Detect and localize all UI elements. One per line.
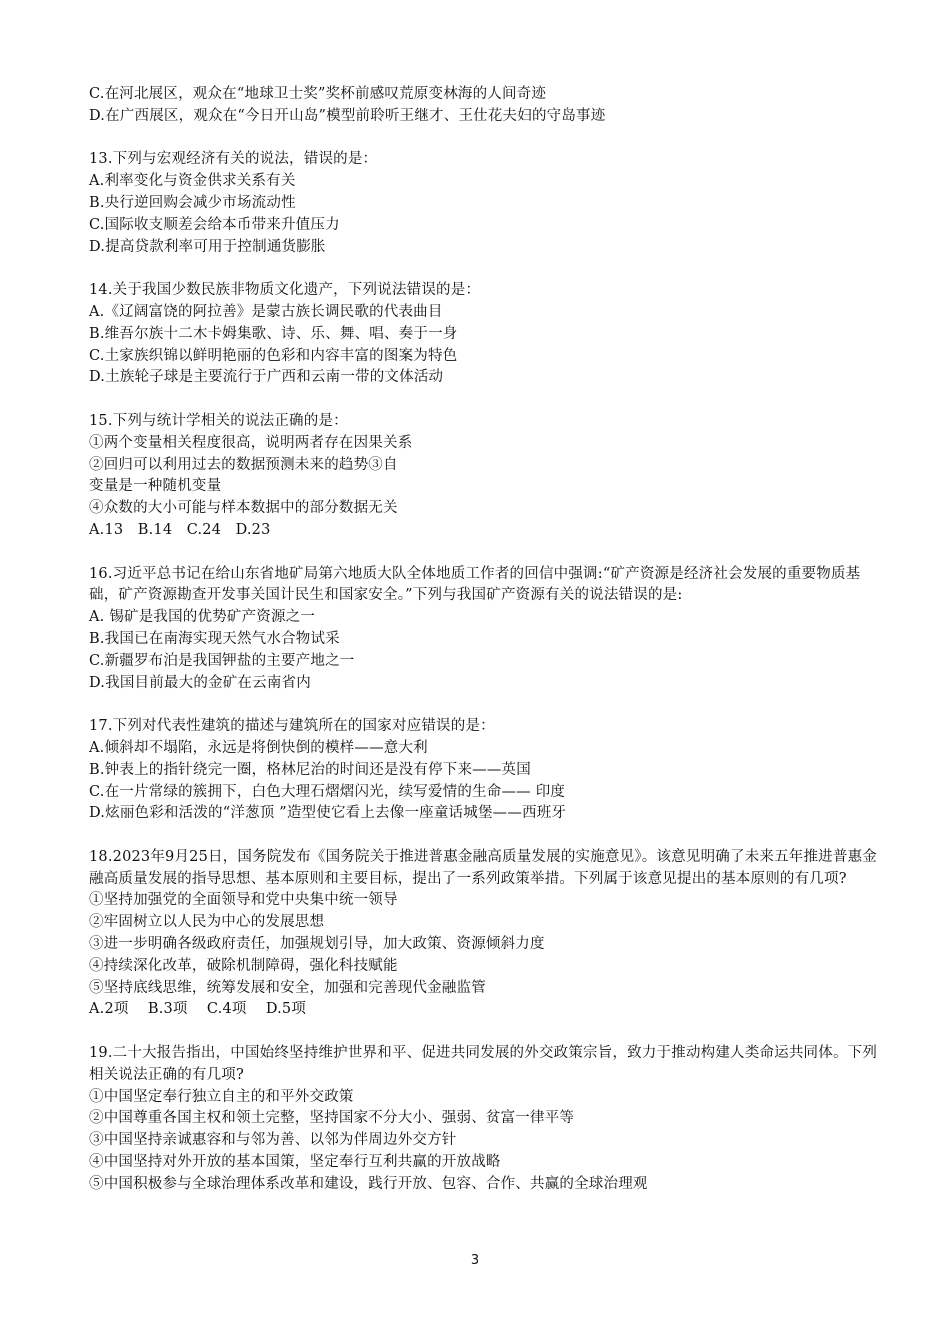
spacer xyxy=(89,389,884,411)
q18-statement-2: ②牢固树立以人民为中心的发展思想 xyxy=(89,914,325,931)
q17-option-d: D.炫丽色彩和活泼的“洋葱顶 ”造型使它看上去像一座童话城堡——西班牙 xyxy=(89,805,567,822)
q19-statement-2: ②中国尊重各国主权和领土完整，坚持国家不分大小、强弱、贫富一律平等 xyxy=(89,1110,575,1127)
q19-stem: 19.二十大报告指出，中国始终坚持维护世界和平、促进共同发展的外交政策宗旨，致力于推动构建人类命运共同体。下列相关说法正确的有几项? xyxy=(89,1045,878,1083)
q13-option-a: A.利率变化与资金供求关系有关 xyxy=(89,173,296,190)
q18-statement-4: ④持续深化改革，破除机制障碍，强化科技赋能 xyxy=(89,957,398,974)
q16-option-c: C.新疆罗布泊是我国钾盐的主要产地之一 xyxy=(89,652,355,669)
q16-option-b: B.我国已在南海实现天然气水合物试采 xyxy=(89,630,340,647)
q14-option-a: A.《辽阔富饶的阿拉善》是蒙古族长调民歌的代表曲目 xyxy=(89,303,443,320)
q15-stem: 15.下列与统计学相关的说法正确的是： xyxy=(89,412,348,429)
q14-option-d: D.土族轮子球是主要流行于广西和云南一带的文体活动 xyxy=(89,369,444,386)
q12-option-c: C.在河北展区，观众在“地球卫士奖”奖杯前感叹荒原变林海的人间奇迹 xyxy=(89,86,547,102)
q18-statement-1: ①坚持加强党的全面领导和党中央集中统一领导 xyxy=(89,892,398,909)
exam-page-content xyxy=(89,84,884,1196)
page-number: 3 xyxy=(470,1253,480,1268)
q13-option-b: B.央行逆回购会减少市场流动性 xyxy=(89,194,296,211)
q19-statement-5: ⑤中国积极参与全球治理体系改革和建设，践行开放、包容、合作、共赢的全球治理观 xyxy=(89,1175,648,1192)
q17-option-a: A.倾斜却不塌陷，永远是将倒快倒的模样——意大利 xyxy=(89,739,428,756)
q18-stem: 18.2023年9月25日，国务院发布《国务院关于推进普惠金融高质量发展的实施意见》。该意见明确了未来五年推进普惠金融高质量发展的指导思想、基本原则和主要目标，提出了一系列政策举措。下列属于该意见提出的基本原则的有几项? xyxy=(89,848,877,887)
q12-option-d: D.在广西展区，观众在“今日开山岛”模型前聆听王继才、王仕花夫妇的守岛事迹 xyxy=(89,107,606,124)
spacer xyxy=(89,258,884,280)
q16-option-d: D.我国目前最大的金矿在云南省内 xyxy=(89,674,311,691)
q18-options: A.2项 B.3项 C.4项 D.5项 xyxy=(89,1001,307,1018)
q16-option-a: A. 锡矿是我国的优势矿产资源之一 xyxy=(89,609,316,626)
q16-stem: 16.习近平总书记在给山东省地矿局第六地质大队全体地质工作者的回信中强调:“矿产资源是经济社会发展的重要物质基础，矿产资源勘查开发事关国计民生和国家安全。”下列与我国矿产资源有关的说法错误的是: xyxy=(89,565,861,604)
q14-stem: 14.关于我国少数民族非物质文化遗产，下列说法错误的是： xyxy=(89,282,481,299)
q17-option-c: C.在一片常绿的簇拥下，白色大理石熠熠闪光，续写爱情的生命—— 印度 xyxy=(89,783,566,800)
spacer xyxy=(89,128,884,150)
q14-option-b: B.维吾尔族十二木卡姆集歌、诗、乐、舞、唱、奏于一身 xyxy=(89,325,458,342)
spacer xyxy=(89,694,884,716)
spacer xyxy=(89,1021,884,1043)
q17-option-b: B.钟表上的指针绕完一圈，格林尼治的时间还是没有停下来——英国 xyxy=(89,761,531,778)
q13-stem: 13.下列与宏观经济有关的说法，错误的是： xyxy=(89,151,378,168)
q15-statement-2: ②回归可以利用过去的数据预测未来的趋势③自 xyxy=(89,456,398,473)
q18-statement-3: ③进一步明确各级政府责任，加强规划引导，加大政策、资源倾斜力度 xyxy=(89,936,545,953)
q19-statement-3: ③中国坚持亲诚惠容和与邻为善、以邻为伴周边外交方针 xyxy=(89,1132,457,1149)
q13-option-c: C.国际收支顺差会给本币带来升值压力 xyxy=(89,216,340,233)
spacer xyxy=(89,542,884,564)
q15-statement-4: ④众数的大小可能与样本数据中的部分数据无关 xyxy=(89,500,398,517)
q15-options: A.13 B.14 C.24 D.23 xyxy=(89,521,271,538)
q17-stem: 17.下列对代表性建筑的描述与建筑所在的国家对应错误的是： xyxy=(89,718,495,735)
spacer xyxy=(89,825,884,847)
q19-statement-4: ④中国坚持对外开放的基本国策，坚定奉行互利共赢的开放战略 xyxy=(89,1154,501,1171)
q19-statement-1: ①中国坚定奉行独立自主的和平外交政策 xyxy=(89,1088,354,1105)
q13-option-d: D.提高贷款利率可用于控制通货膨胀 xyxy=(89,238,326,255)
q15-statement-1: ①两个变量相关程度很高，说明两者存在因果关系 xyxy=(89,434,413,451)
q15-statement-3: 变量是一种随机变量 xyxy=(89,478,222,495)
q18-statement-5: ⑤坚持底线思维，统筹发展和安全，加强和完善现代金融监管 xyxy=(89,979,486,996)
q14-option-c: C.土家族织锦以鲜明艳丽的色彩和内容丰富的图案为特色 xyxy=(89,347,458,364)
